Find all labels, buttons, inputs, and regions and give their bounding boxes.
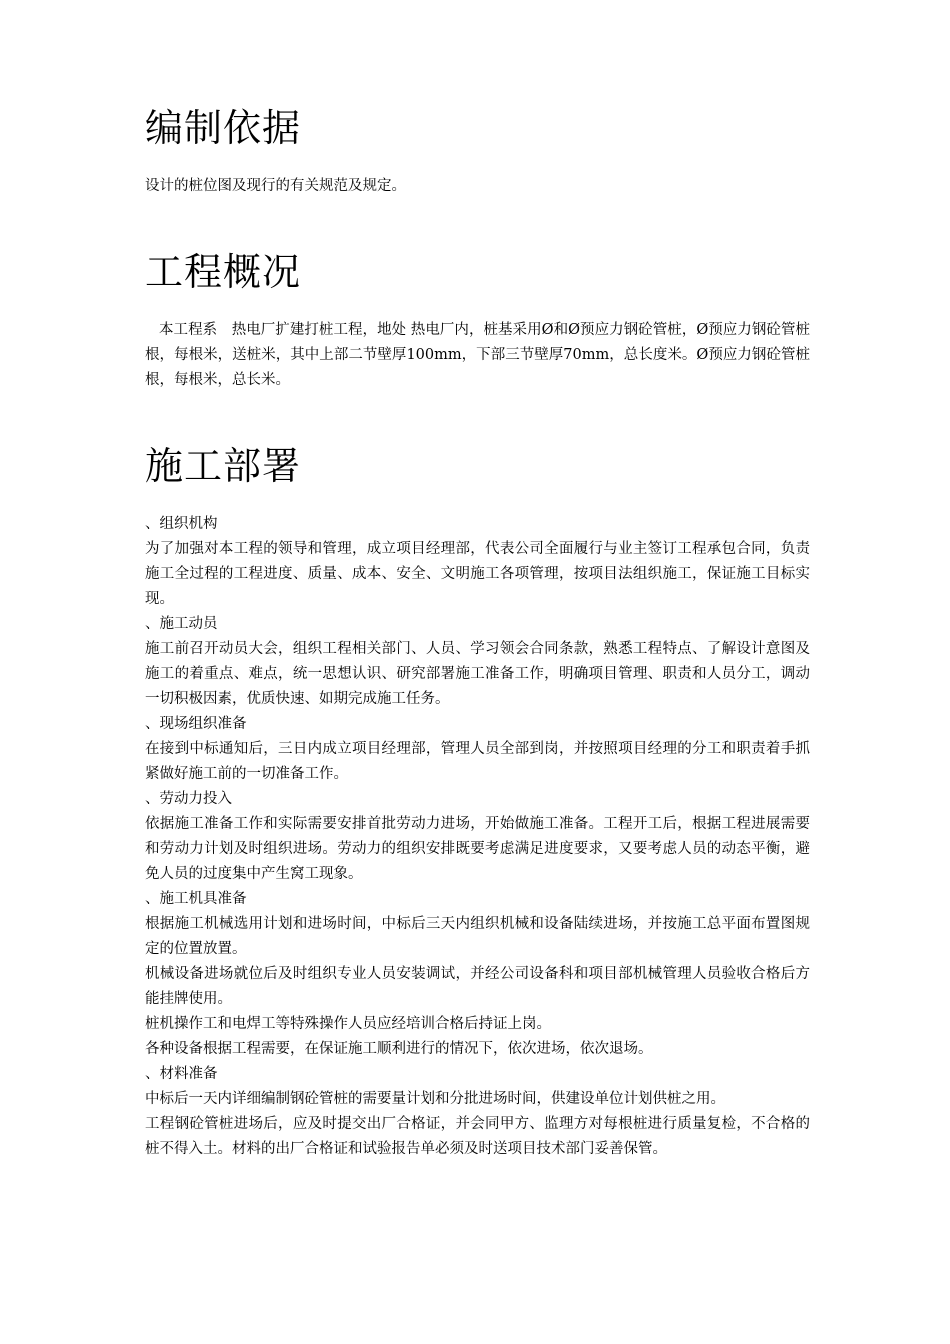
heading-deployment: 施工部署 [145, 444, 302, 488]
paragraph-machinery-3: 桩机操作工和电焊工等特殊操作人员应经培训合格后持证上岗。 [145, 1016, 551, 1032]
subheading-organization: 、组织机构 [145, 516, 218, 532]
paragraph-labor: 依据施工准备工作和实际需要安排首批劳动力进场，开始做施工准备。工程开工后，根据工程进展需要和劳动力计划及时组织进场。劳动力的组织安排既要考虑满足进度要求，又要考虑人员的动态平衡，避免人员的过度集中产生窝工现象。 [145, 816, 810, 882]
subheading-site-preparation: 、现场组织准备 [145, 716, 247, 732]
overview-paragraph: 本工程系 热电厂扩建打桩工程，地处 热电厂内，桩基采用Ø和Ø预应力钢砼管桩，Ø预应力钢砼管桩根，每根米，送桩米，其中上部二节壁厚100mm，下部三节壁厚70mm，总长度米。Ø预应力钢砼管桩根，每根米，总长米。 [145, 322, 810, 388]
heading-overview: 工程概况 [145, 250, 302, 294]
paragraph-materials-1: 中标后一天内详细编制钢砼管桩的需要量计划和分批进场时间，供建设单位计划供桩之用。 [145, 1091, 725, 1107]
paragraph-machinery-4: 各种设备根据工程需要，在保证施工顺利进行的情况下，依次进场，依次退场。 [145, 1041, 653, 1057]
heading-basis: 编制依据 [145, 106, 302, 150]
paragraph-site-preparation: 在接到中标通知后，三日内成立项目经理部，管理人员全部到岗，并按照项目经理的分工和职责着手抓紧做好施工前的一切准备工作。 [145, 741, 810, 782]
paragraph-mobilization: 施工前召开动员大会，组织工程相关部门、人员、学习领会合同条款，熟悉工程特点、了解设计意图及施工的着重点、难点，统一思想认识、研究部署施工准备工作，明确项目管理、职责和人员分工，调动一切积极因素，优质快速、如期完成施工任务。 [145, 641, 810, 707]
subheading-machinery: 、施工机具准备 [145, 891, 247, 907]
paragraph-machinery-1: 根据施工机械选用计划和进场时间，中标后三天内组织机械和设备陆续进场，并按施工总平面布置图规定的位置放置。 [145, 916, 810, 957]
basis-paragraph: 设计的桩位图及现行的有关规范及规定。 [145, 178, 406, 194]
subheading-labor: 、劳动力投入 [145, 791, 232, 807]
deployment-section [145, 512, 810, 1162]
paragraph-organization: 为了加强对本工程的领导和管理，成立项目经理部，代表公司全面履行与业主签订工程承包合同，负责施工全过程的工程进度、质量、成本、安全、文明施工各项管理，按项目法组织施工，保证施工目标实现。 [145, 541, 810, 607]
subheading-mobilization: 、施工动员 [145, 616, 218, 632]
subheading-materials: 、材料准备 [145, 1066, 218, 1082]
paragraph-materials-2: 工程钢砼管桩进场后，应及时提交出厂合格证，并会同甲方、监理方对每根桩进行质量复检，不合格的桩不得入土。材料的出厂合格证和试验报告单必须及时送项目技术部门妥善保管。 [145, 1116, 810, 1157]
paragraph-machinery-2: 机械设备进场就位后及时组织专业人员安装调试，并经公司设备科和项目部机械管理人员验收合格后方能挂牌使用。 [145, 966, 810, 1007]
